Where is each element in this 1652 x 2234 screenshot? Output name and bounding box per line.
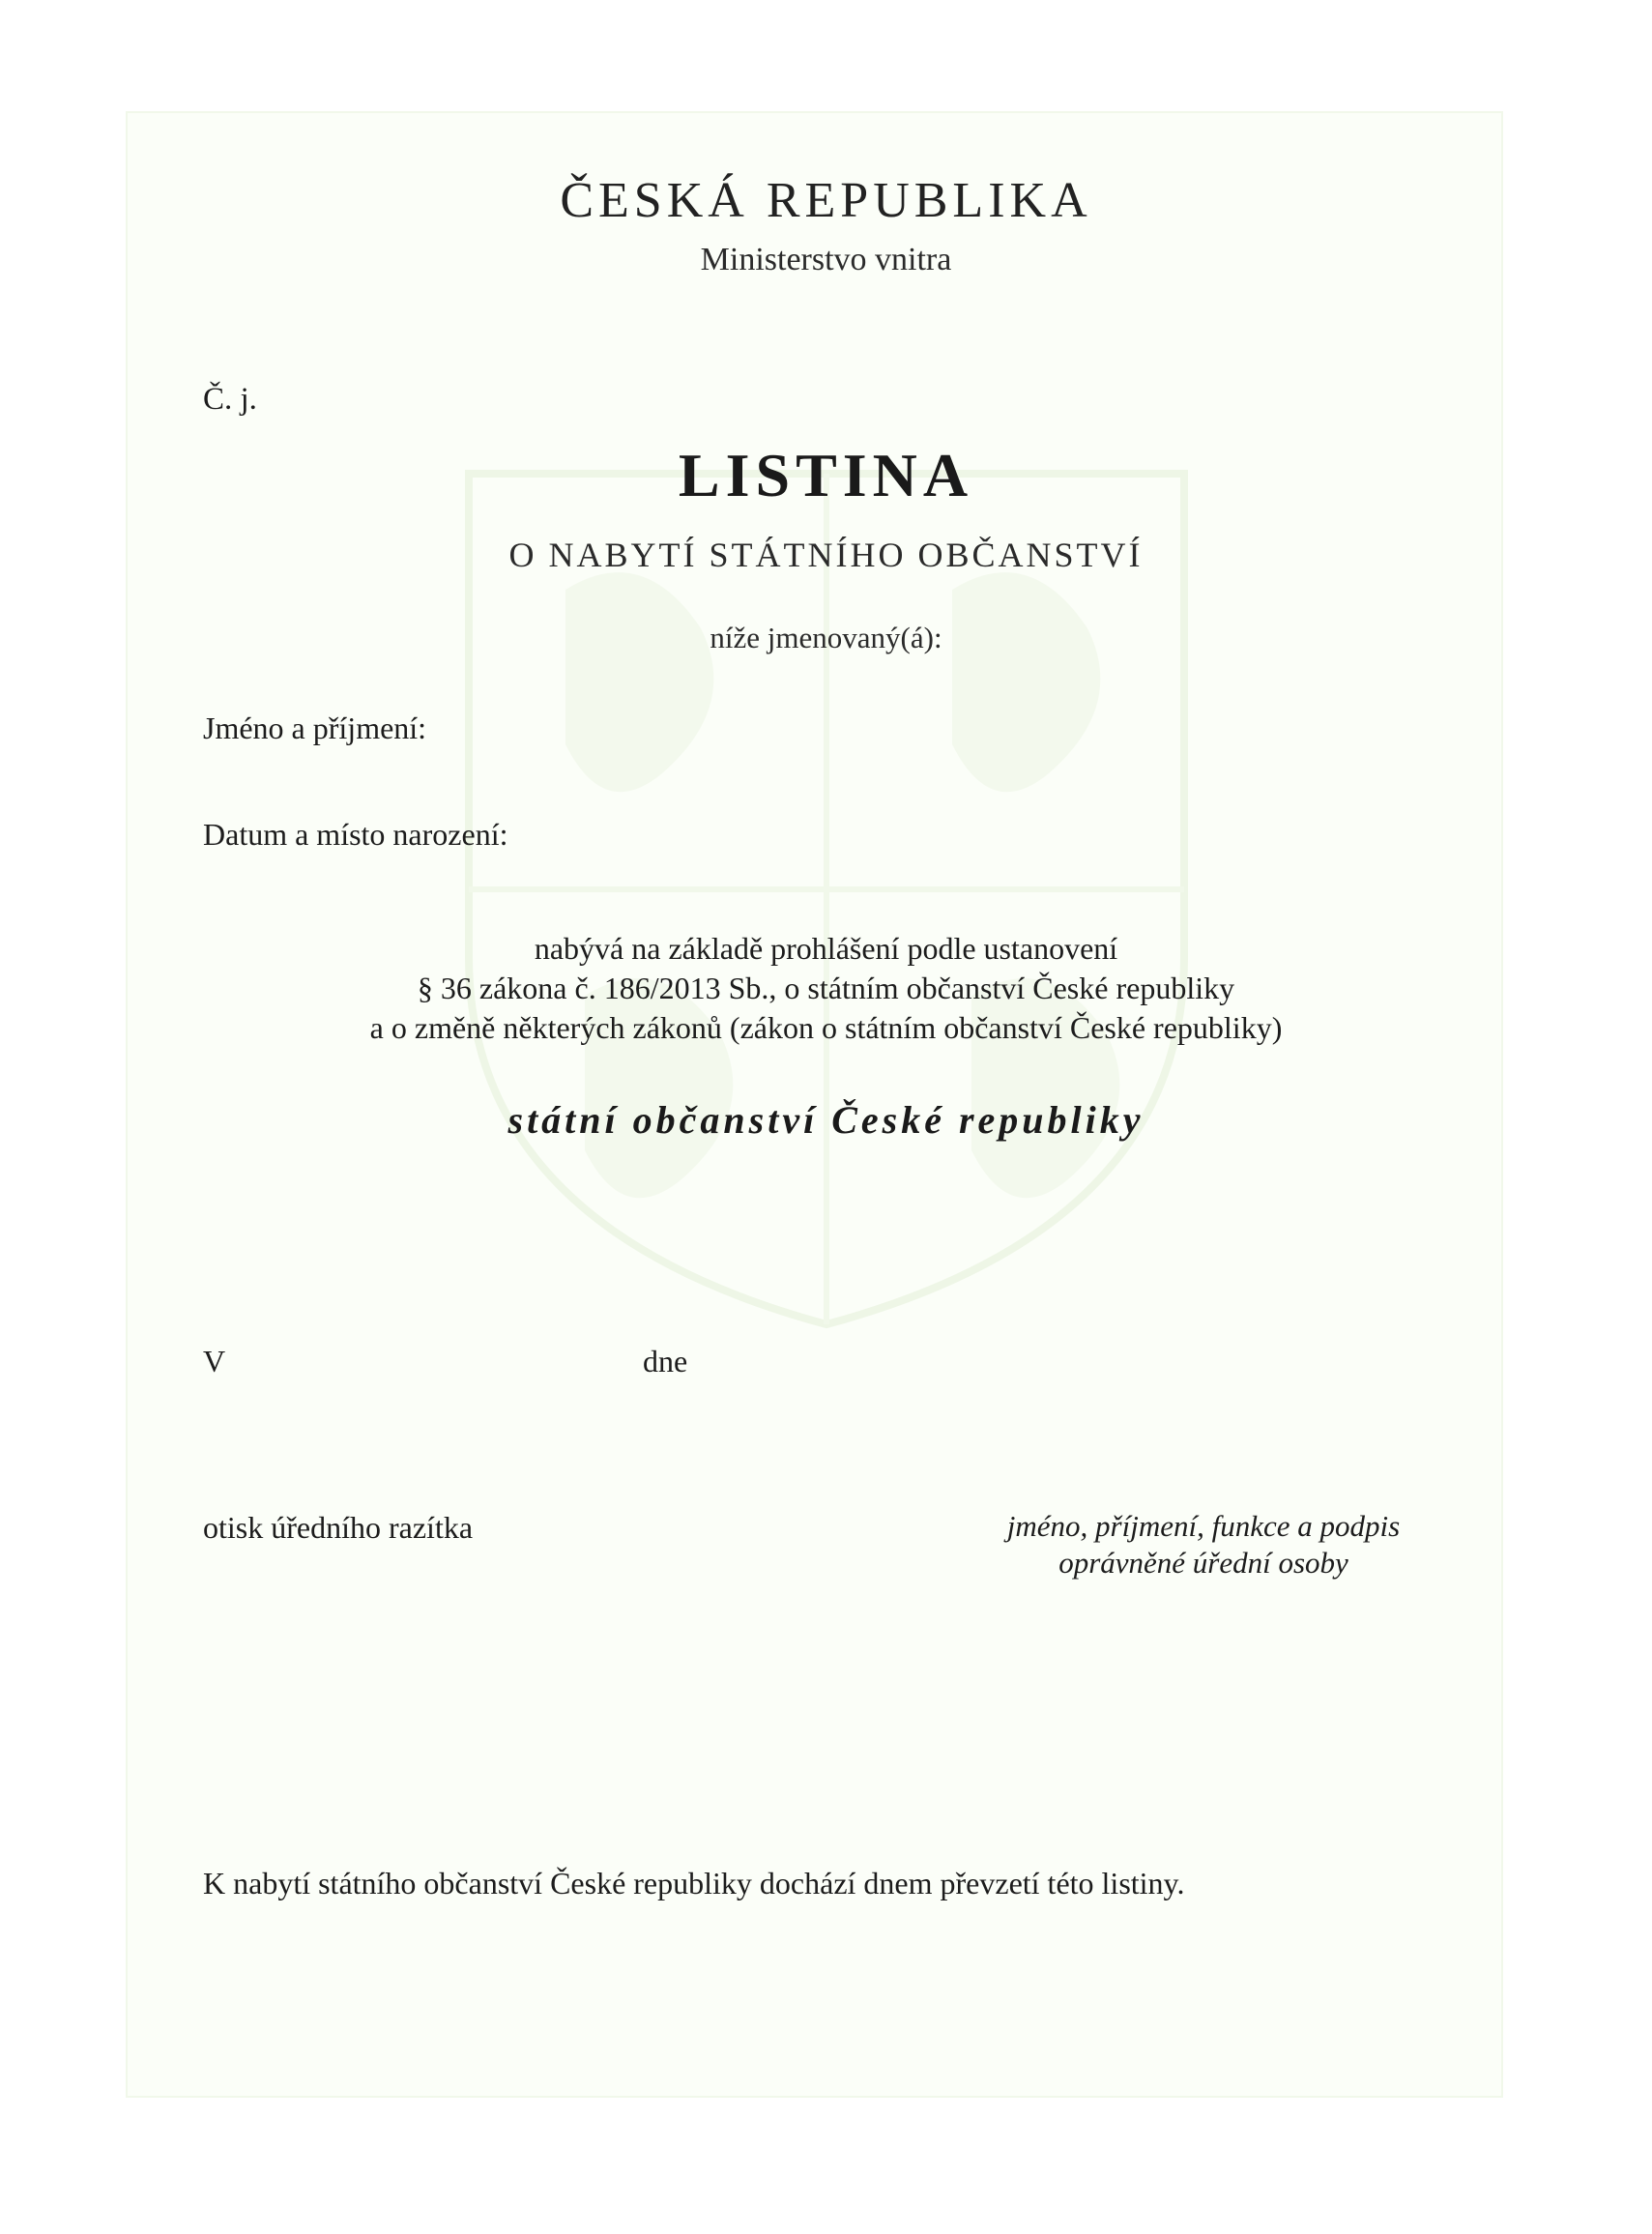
date-label: dne xyxy=(643,1344,688,1378)
citizenship-acquired: státní občanství České republiky xyxy=(507,1098,1145,1142)
birth-field-label: Datum a místo narození: xyxy=(203,817,508,852)
document-title: LISTINA xyxy=(678,441,974,509)
reference-number-label: Č. j. xyxy=(203,382,257,417)
footer-note: K nabytí státního občanství České republiky dochází dnem převzetí této listiny. xyxy=(203,1866,1185,1900)
name-field-label: Jméno a příjmení: xyxy=(203,711,427,745)
ministry-title: Ministerstvo vnitra xyxy=(700,242,952,277)
signer-line-2: oprávněné úřední osoby xyxy=(1058,1546,1348,1580)
legal-basis-line-3: a o změně některých zákonů (zákon o státním občanství České republiky) xyxy=(369,1010,1283,1045)
signer-line-1: jméno, příjmení, funkce a podpis xyxy=(1006,1509,1401,1543)
place-label: V xyxy=(203,1344,226,1378)
coat-of-arms-watermark xyxy=(449,454,1203,1344)
named-person-label: níže jmenovaný(á): xyxy=(710,621,942,654)
country-title: ČESKÁ REPUBLIKA xyxy=(560,173,1092,228)
official-stamp-label: otisk úředního razítka xyxy=(203,1510,474,1545)
signer-block xyxy=(986,1508,1421,1581)
legal-basis-line-1: nabývá na základě prohlášení podle ustanovení xyxy=(534,931,1118,966)
document-subtitle: O NABYTÍ STÁTNÍHO OBČANSTVÍ xyxy=(508,536,1144,574)
legal-basis-line-2: § 36 zákona č. 186/2013 Sb., o státním občanství České republiky xyxy=(417,971,1235,1005)
